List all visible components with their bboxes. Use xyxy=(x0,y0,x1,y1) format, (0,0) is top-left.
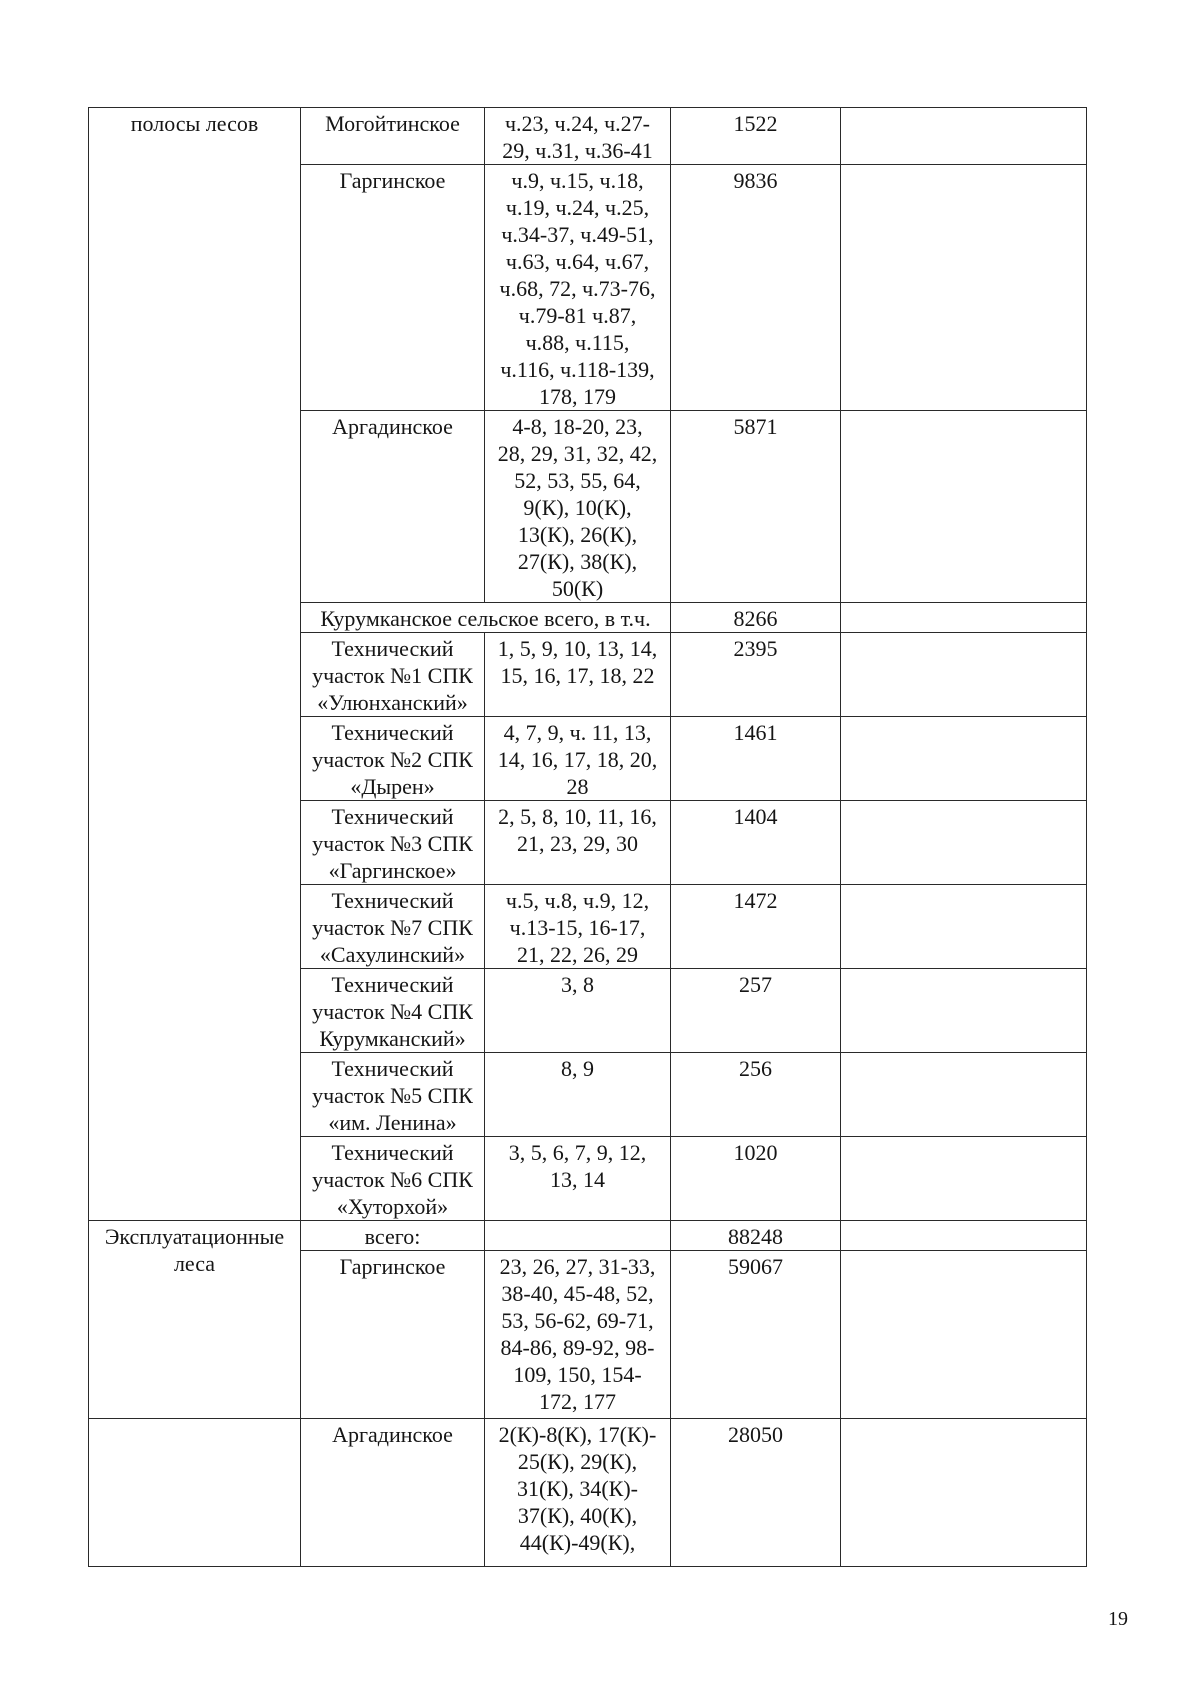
quarters-text: 3, 5, 6, 7, 9, 12, 13, 14 xyxy=(508,1140,647,1192)
note-cell xyxy=(841,1053,1087,1137)
forestry-cell xyxy=(301,633,485,717)
quarters-cell xyxy=(485,1419,671,1567)
note-cell xyxy=(841,603,1087,633)
area-text: 5871 xyxy=(733,414,778,439)
forestry-cell xyxy=(301,411,485,603)
forestry-text: Аргадинское xyxy=(332,414,453,439)
forestry-cell xyxy=(301,108,485,165)
area-cell xyxy=(671,1251,841,1419)
quarters-text: 2(К)-8(К), 17(К)- 25(К), 29(К), 31(К), 34(К)- 37(К), 40(К), 44(К)-49(К), xyxy=(498,1422,657,1555)
area-text: 2395 xyxy=(733,636,778,661)
quarters-text: 4-8, 18-20, 23, 28, 29, 31, 32, 42, 52, 53, 55, 64, 9(К), 10(К), 13(К), 26(К), 27(К), 38(К), 50(К) xyxy=(497,414,658,601)
category-cell xyxy=(89,108,301,1221)
note-cell xyxy=(841,1137,1087,1221)
quarters-text: 3, 8 xyxy=(561,972,594,997)
note-cell xyxy=(841,1419,1087,1567)
forestry-text: Гаргинское xyxy=(339,1254,446,1279)
forestry-text: Аргадинское xyxy=(332,1422,453,1447)
table-row xyxy=(89,1221,1087,1251)
area-cell xyxy=(671,801,841,885)
area-cell xyxy=(671,1137,841,1221)
table-row xyxy=(89,108,1087,165)
quarters-cell xyxy=(485,633,671,717)
forestry-cell xyxy=(301,885,485,969)
note-cell xyxy=(841,108,1087,165)
quarters-text: 8, 9 xyxy=(561,1056,594,1081)
forestry-text: Технический участок №5 СПК «им. Ленина» xyxy=(312,1056,473,1135)
quarters-cell xyxy=(485,411,671,603)
forestry-text: Технический участок №3 СПК «Гаргинское» xyxy=(312,804,473,883)
quarters-text: 2, 5, 8, 10, 11, 16, 21, 23, 29, 30 xyxy=(498,804,657,856)
quarters-text: ч.5, ч.8, ч.9, 12, ч.13-15, 16-17, 21, 22, 26, 29 xyxy=(505,888,650,967)
forestry-cell xyxy=(301,603,671,633)
area-text: 1522 xyxy=(733,111,778,136)
forestry-text: Технический участок №7 СПК «Сахулинский» xyxy=(312,888,473,967)
area-cell xyxy=(671,411,841,603)
area-cell xyxy=(671,108,841,165)
quarters-cell xyxy=(485,885,671,969)
note-cell xyxy=(841,801,1087,885)
quarters-cell xyxy=(485,1053,671,1137)
note-cell xyxy=(841,411,1087,603)
area-text: 257 xyxy=(739,972,772,997)
area-cell xyxy=(671,165,841,411)
quarters-cell xyxy=(485,108,671,165)
note-cell xyxy=(841,885,1087,969)
area-cell xyxy=(671,717,841,801)
category-text: полосы лесов xyxy=(130,111,259,136)
forestry-text: Технический участок №4 СПК Курумканский» xyxy=(312,972,473,1051)
forestry-cell xyxy=(301,969,485,1053)
quarters-cell xyxy=(485,969,671,1053)
forestry-cell xyxy=(301,801,485,885)
category-cell xyxy=(89,1419,301,1567)
forestry-cell xyxy=(301,1221,485,1251)
area-cell xyxy=(671,603,841,633)
area-cell xyxy=(671,969,841,1053)
note-cell xyxy=(841,1251,1087,1419)
area-cell xyxy=(671,1053,841,1137)
quarters-text: 1, 5, 9, 10, 13, 14, 15, 16, 17, 18, 22 xyxy=(497,636,658,688)
area-text: 88248 xyxy=(728,1224,783,1249)
forestry-text: Гаргинское xyxy=(339,168,446,193)
category-cell xyxy=(89,1221,301,1419)
category-text: Эксплуатационные леса xyxy=(104,1224,285,1276)
note-cell xyxy=(841,717,1087,801)
forestry-text: Технический участок №6 СПК «Хуторхой» xyxy=(312,1140,473,1219)
forestry-cell xyxy=(301,1137,485,1221)
note-cell xyxy=(841,633,1087,717)
forestry-text: Курумканское сельское всего, в т.ч. xyxy=(320,606,651,631)
forestry-text: Технический участок №1 СПК «Улюнханский» xyxy=(312,636,473,715)
quarters-cell xyxy=(485,165,671,411)
quarters-text: ч.23, ч.24, ч.27- 29, ч.31, ч.36-41 xyxy=(502,111,653,163)
area-text: 256 xyxy=(739,1056,772,1081)
note-cell xyxy=(841,969,1087,1053)
area-text: 59067 xyxy=(728,1254,783,1279)
quarters-cell xyxy=(485,1251,671,1419)
forestry-text: всего: xyxy=(364,1224,421,1249)
quarters-cell xyxy=(485,1221,671,1251)
note-cell xyxy=(841,165,1087,411)
forestry-text: Технический участок №2 СПК «Дырен» xyxy=(312,720,473,799)
area-text: 1472 xyxy=(733,888,778,913)
note-cell xyxy=(841,1221,1087,1251)
quarters-cell xyxy=(485,717,671,801)
area-text: 1461 xyxy=(733,720,778,745)
forestry-text: Могойтинское xyxy=(325,111,460,136)
quarters-cell xyxy=(485,1137,671,1221)
area-text: 1404 xyxy=(733,804,778,829)
forestry-cell xyxy=(301,1419,485,1567)
forestry-cell xyxy=(301,717,485,801)
area-cell xyxy=(671,1221,841,1251)
quarters-text: 23, 26, 27, 31-33, 38-40, 45-48, 52, 53, 56-62, 69-71, 84-86, 89-92, 98- 109, 150, 154- 172, 177 xyxy=(499,1254,656,1414)
forestry-cell xyxy=(301,165,485,411)
forest-quarters-table xyxy=(88,107,1087,1567)
area-text: 1020 xyxy=(733,1140,778,1165)
page-number: 19 xyxy=(1108,1608,1128,1630)
area-text: 9836 xyxy=(733,168,778,193)
forestry-cell xyxy=(301,1053,485,1137)
quarters-cell xyxy=(485,801,671,885)
forestry-cell xyxy=(301,1251,485,1419)
area-cell xyxy=(671,885,841,969)
area-cell xyxy=(671,1419,841,1567)
quarters-text: 4, 7, 9, ч. 11, 13, 14, 16, 17, 18, 20, 28 xyxy=(497,720,658,799)
table-row xyxy=(89,1419,1087,1567)
area-cell xyxy=(671,633,841,717)
quarters-text: ч.9, ч.15, ч.18, ч.19, ч.24, ч.25, ч.34-37, ч.49-51, ч.63, ч.64, ч.67, ч.68, 72, ч.73-76, ч.79-81 ч.87, ч.88, ч.115, ч.116, ч.118-139, 178, 179 xyxy=(499,168,656,409)
area-text: 8266 xyxy=(733,606,778,631)
area-text: 28050 xyxy=(728,1422,783,1447)
